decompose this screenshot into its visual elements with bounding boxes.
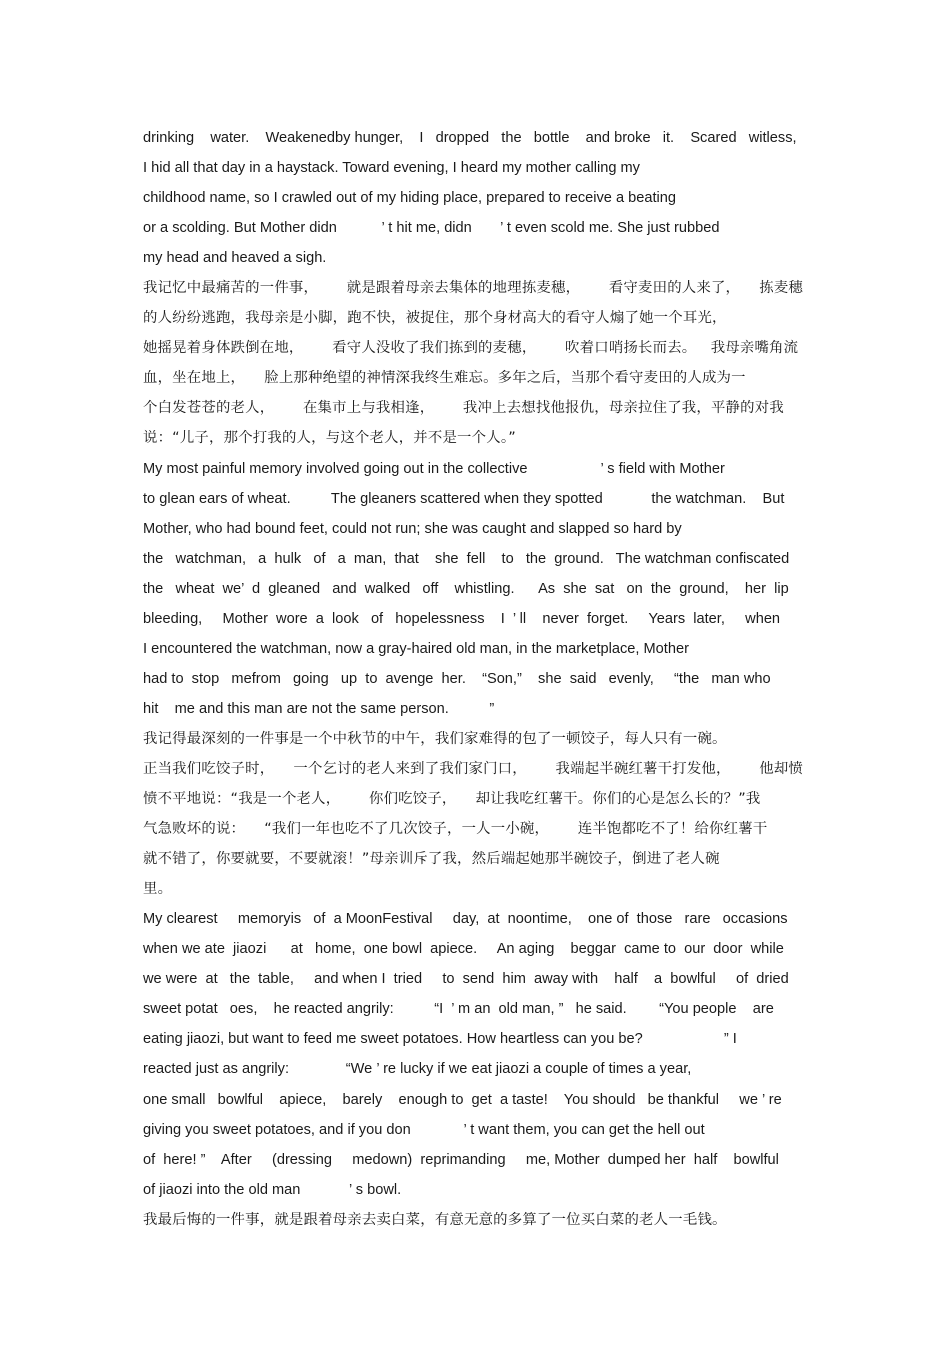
chinese-text-line: 就不错了，你要就要，不要就滚！”母亲训斥了我，然后端起她那半碗饺子，倒进了老人碗 [143,851,720,868]
chinese-text-line: 她摇晃着身体跌倒在地， 看守人没收了我们拣到的麦穗， 吹着口哨扬长而去。 我母亲嘴角流 [143,340,799,357]
english-text-line: I encountered the watchman, now a gray-haired old man, in the marketplace, Mother [143,640,689,657]
english-text-line: the watchman, a hulk of a man, that she fell to the ground. The watchman confiscated [143,550,790,567]
chinese-text-line: 我最后悔的一件事，就是跟着母亲去卖白菜，有意无意的多算了一位买白菜的老人一毛钱。 [143,1211,727,1228]
chinese-text-line: 说：“儿子，那个打我的人，与这个老人，并不是一个人。” [143,430,516,447]
english-text-line: childhood name, so I crawled out of my hiding place, prepared to receive a beating [143,190,676,207]
chinese-text-line: 我记忆中最痛苦的一件事， 就是跟着母亲去集体的地理拣麦穗， 看守麦田的人来了， 拣麦穗 [143,280,804,297]
chinese-text-line: 的人纷纷逃跑，我母亲是小脚，跑不快，被捉住，那个身材高大的看守人煽了她一个耳光， [143,310,727,327]
english-text-line: eating jiaozi, but want to feed me sweet potatoes. How heartless can you be? ” I [143,1031,737,1048]
english-text-line: we were at the table, and when I tried to send him away with half a bowlful of dried [143,971,789,988]
english-text-line: my head and heaved a sigh. [143,250,327,267]
english-text-line: My most painful memory involved going out in the collective ’ s field with Mother [143,460,725,477]
english-text-line: to glean ears of wheat. The gleaners scattered when they spotted the watchman. But [143,490,785,507]
english-text-line: sweet potat oes, he reacted angrily: “I ’ m an old man, ” he said. “You people are [143,1001,774,1018]
document-body [143,123,811,1235]
chinese-text-line: 气急败坏的说： “我们一年也吃不了几次饺子，一人一小碗， 连半饱都吃不了！给你红薯干 [143,821,768,838]
english-text-line: drinking water. Weakenedby hunger, I dropped the bottle and broke it. Scared witless, [143,130,797,146]
english-text-line: had to stop mefrom going up to avenge her. “Son,” she said evenly, “the man who [143,670,771,687]
chinese-text-line: 愤不平地说：“我是一个老人， 你们吃饺子， 却让我吃红薯干。你们的心是怎么长的？”我 [143,791,761,808]
english-text-line: My clearest memoryis of a MoonFestival day, at noontime, one of those rare occasions [143,911,788,928]
english-text-line: I hid all that day in a haystack. Toward evening, I heard my mother calling my [143,160,640,177]
english-text-line: the wheat we’ d gleaned and walked off whistling. As she sat on the ground, her lip [143,580,789,597]
chinese-text-line: 我记得最深刻的一件事是一个中秋节的中午，我们家难得的包了一顿饺子，每人只有一碗。 [143,730,727,747]
english-text-line: when we ate jiaozi at home, one bowl apiece. An aging beggar came to our door while [143,941,784,958]
chinese-text-line: 个白发苍苍的老人， 在集市上与我相逢， 我冲上去想找他报仇，母亲拉住了我，平静的对我 [143,400,784,417]
english-text-line: bleeding, Mother wore a look of hopelessness I ’ ll never forget. Years later, when [143,610,781,627]
english-text-line: reacted just as angrily: “We ’ re lucky if we eat jiaozi a couple of times a year, [143,1061,692,1078]
english-text-line: giving you sweet potatoes, and if you don ’ t want them, you can get the hell out [143,1121,705,1138]
english-text-line: one small bowlful apiece, barely enough to get a taste! You should be thankful we ’ re [143,1091,782,1108]
english-text-line: of jiaozi into the old man ’ s bowl. [143,1181,402,1198]
english-text-line: or a scolding. But Mother didn ’ t hit me, didn ’ t even scold me. She just rubbed [143,220,720,237]
english-text-line: of here! ” After (dressing medown) reprimanding me, Mother dumped her half bowlful [143,1151,779,1168]
chinese-text-line: 血，坐在地上， 脸上那种绝望的神情深我终生难忘。多年之后，当那个看守麦田的人成为一 [143,370,746,387]
chinese-text-line: 正当我们吃饺子时， 一个乞讨的老人来到了我们家门口， 我端起半碗红薯干打发他， 他却愤 [143,760,804,777]
chinese-text-line: 里。 [143,881,173,898]
english-text-line: Mother, who had bound feet, could not run; she was caught and slapped so hard by [143,520,682,537]
english-text-line: hit me and this man are not the same person. ” [143,700,495,717]
